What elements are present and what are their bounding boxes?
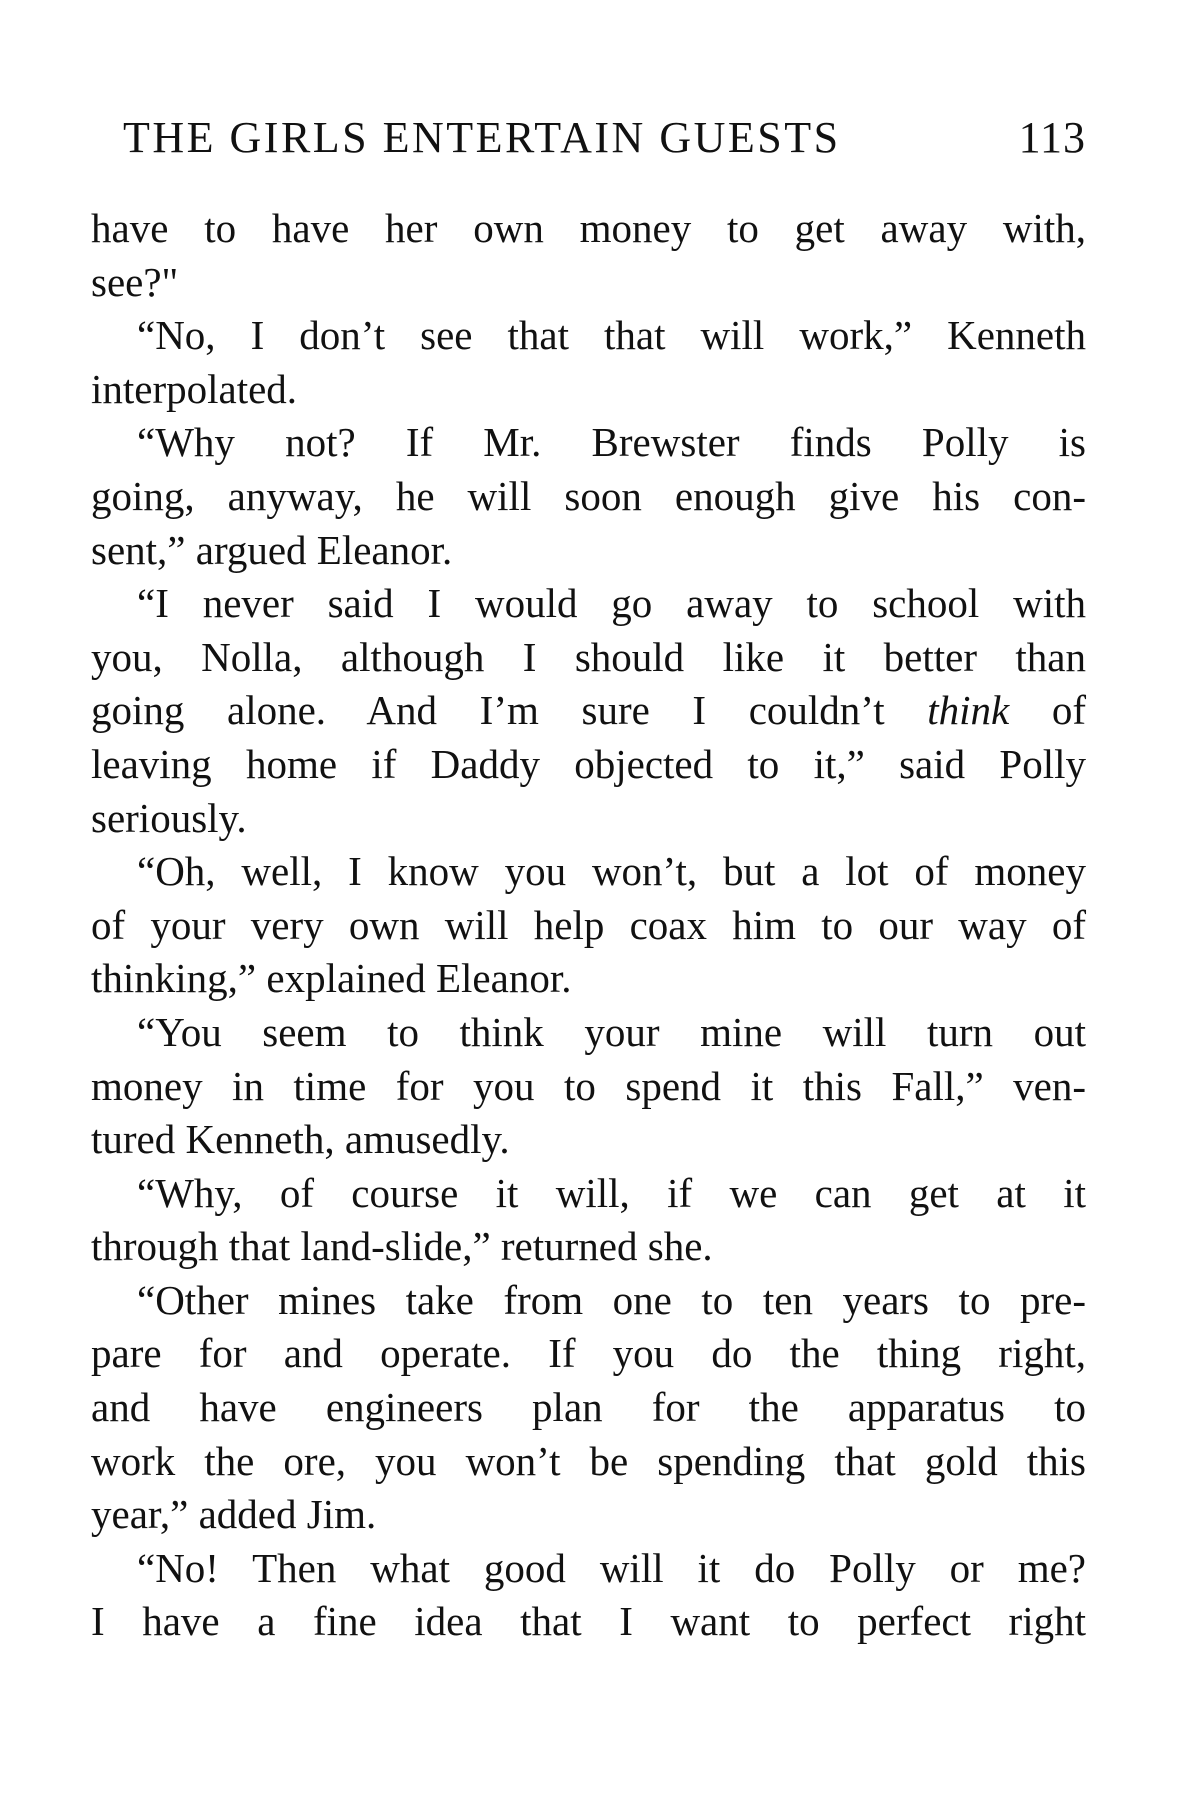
text-line: thinking,” explained Eleanor.: [91, 955, 572, 1002]
text-segment: of: [1051, 687, 1087, 734]
text-line: year,” added Jim.: [91, 1491, 377, 1538]
text-line: and have engineers plan for the apparatus to: [91, 1384, 1086, 1431]
text-line: work the ore, you won’t be spending that gold this: [91, 1437, 1086, 1484]
text-line: of your very own will help coax him to our way of: [91, 901, 1086, 948]
text-line: “Why, of course it will, if we can get at it: [137, 1169, 1086, 1216]
text-line: I have a fine idea that I want to perfect right: [91, 1598, 1086, 1645]
text-line: going, anyway, he will soon enough give his con-: [91, 472, 1086, 519]
text-line: pare for and operate. If you do the thing right,: [91, 1330, 1086, 1377]
text-line: through that land-slide,” returned she.: [91, 1223, 713, 1270]
text-line: tured Kenneth, amusedly.: [91, 1116, 510, 1163]
text-line: interpolated.: [91, 365, 298, 412]
running-title: THE GIRLS ENTERTAIN GUESTS: [123, 113, 841, 162]
text-line: “You seem to think your mine will turn out: [137, 1008, 1086, 1055]
text-line: “No, I don’t see that that will work,” Kenneth: [137, 312, 1086, 359]
text-line: sent,” argued Eleanor.: [91, 526, 453, 573]
text-line: you, Nolla, although I should like it better than: [91, 633, 1086, 680]
text-line: “Other mines take from one to ten years to pre-: [137, 1276, 1086, 1323]
text-segment: going alone. And I’m sure I couldn’t: [91, 687, 885, 734]
text-line: “No! Then what good will it do Polly or me?: [137, 1544, 1086, 1591]
text-line: seriously.: [91, 794, 247, 841]
page-number: 113: [1018, 113, 1086, 162]
text-line: money in time for you to spend it this Fall,” ven-: [91, 1062, 1086, 1109]
text-line: leaving home if Daddy objected to it,” said Polly: [91, 740, 1086, 787]
page-header: [91, 108, 1086, 168]
text-line: have to have her own money to get away with,: [91, 205, 1086, 251]
text-line: “Why not? If Mr. Brewster finds Polly is: [137, 419, 1086, 466]
italic-word: think: [927, 687, 1010, 734]
text-line-mixed: [91, 684, 1086, 738]
text-line: “I never said I would go away to school with: [137, 580, 1086, 627]
text-line: “Oh, well, I know you won’t, but a lot of money: [137, 848, 1086, 895]
text-line: see?": [91, 258, 179, 305]
body-text: [91, 202, 1086, 1649]
